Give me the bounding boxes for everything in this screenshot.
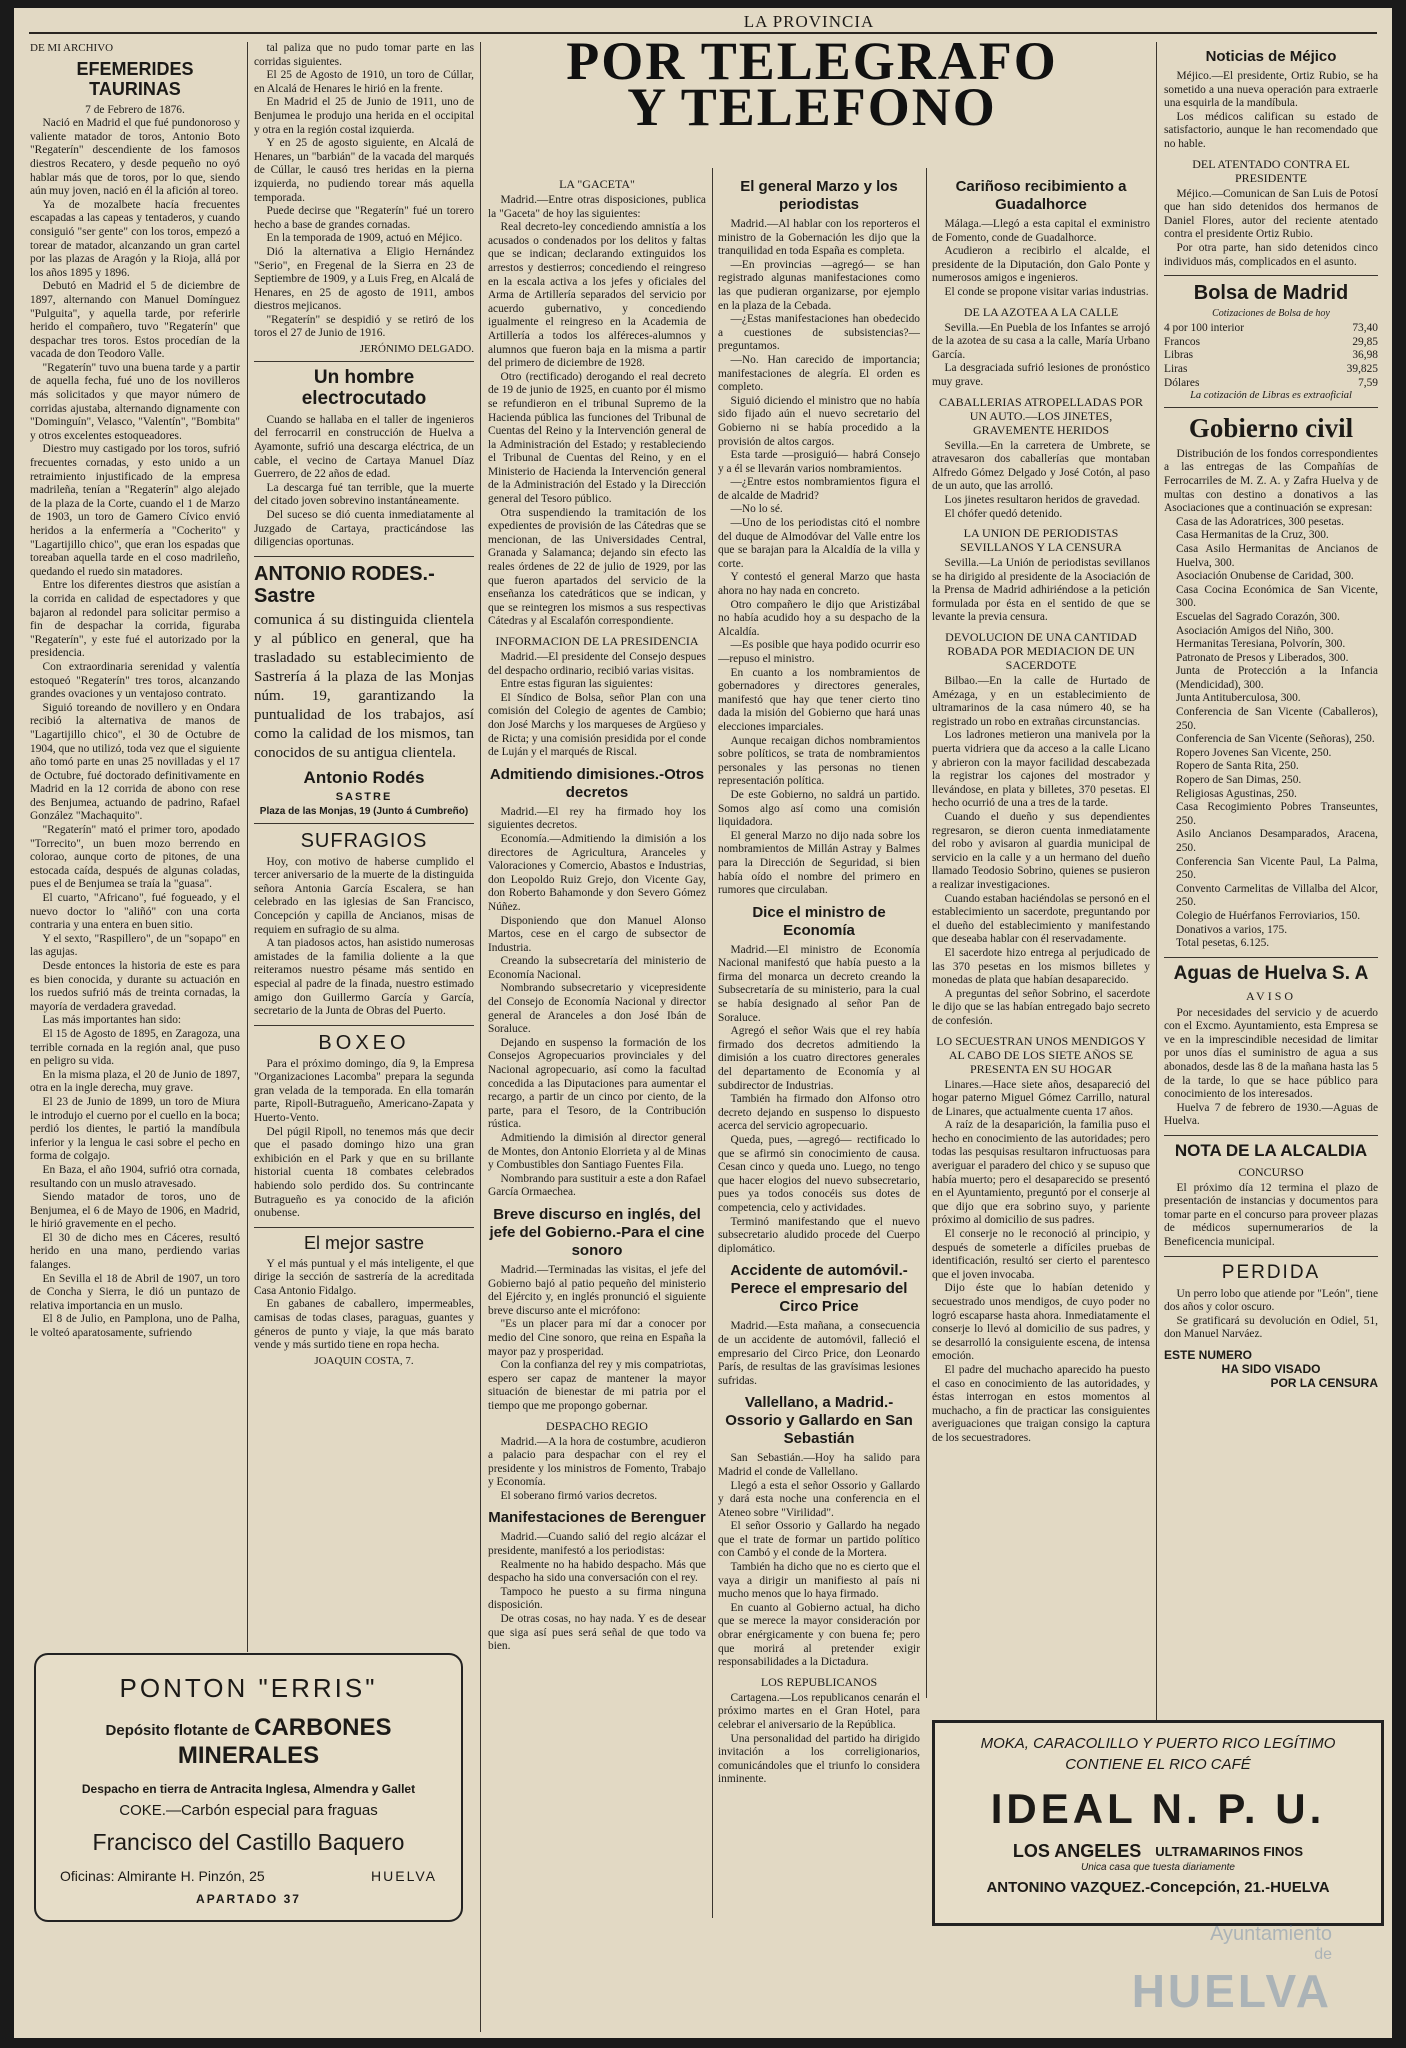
donation-item: Asociación Amigos del Niño, 300. [1176,624,1334,637]
article-paragraph: Madrid.—Entre otras disposiciones, publica la "Gaceta" de hoy las siguientes: [488,194,706,220]
main-headline [482,31,1142,137]
censura-line3: POR LA CENSURA [1270,1375,1378,1390]
article-paragraph: También ha dicho que no es cierto que el vaya a dirigir un manifiesto al país ni mucho menos que lo haya firmado. [718,1561,920,1601]
article-paragraph: —Uno de los periodistas citó el nombre del duque de Almodóvar del Valle entre los que se barajan para la Alcaldía de la villa y corte. [718,517,920,570]
ponton-carbones: CARBONES MINERALES [177,1714,392,1769]
watermark-line3: HUELVA [1131,1965,1332,2017]
donation-item: Casa Hermanitas de la Cruz, 300. [1176,529,1329,542]
article-paragraph: El general Marzo no dijo nada sobre los nombramientos de Millán Astray y Balmes para la Dirección de Seguridad, si bien había oído el nombre del primero en rumores que circulaban. [718,829,920,897]
article-paragraph: Madrid.—El presidente del Consejo despues del despacho ordinario, recibió varias visitas. [488,651,706,677]
main-headline-line2: Y TELEFONO [627,77,997,137]
article-paragraph: El conserje no le reconoció al principio, y después de someterle a difíciles pruebas de identificación, resultó ser cierto el parentesco que el joven invocaba. [932,1228,1150,1281]
info-title: INFORMACION DE LA PRESIDENCIA [495,634,699,648]
article-paragraph: Méjico.—El presidente, Ortiz Rubio, se ha sometido a una nueva operación para extraerle una esquirla de la mandíbula. [1164,70,1378,110]
article-paragraph: Acudieron a recibirlo el alcalde, el presidente de la Diputación, don Galo Ponte y numerosos amigos e ingenieros. [932,245,1150,285]
article-paragraph: El padre del muchacho aparecido ha puesto el caso en conocimiento de las autoridades, y éstas interrogan en estos momentos al muchacho, a fin de practicar las consiguientes averiguaciones que traigan consigo la captura de los secuestradores. [932,1363,1150,1444]
newspaper-page [14,8,1392,2038]
aviso-date: Huelva 7 de febrero de 1930.—Aguas de Huelva. [1164,1101,1378,1128]
article-paragraph: Realmente no ha habido despacho. Más que despacho ha sido una conversación con el rey. [488,1558,706,1585]
article-paragraph: Tampoco he puesto a su firma ninguna disposición. [488,1585,706,1612]
donation-item: Asociación Onubense de Caridad, 300. [1176,570,1354,583]
gobierno-list [1164,516,1378,951]
ponton-title: PONTON "ERRIS" [119,1673,378,1703]
article-paragraph: —No lo sé. [730,503,783,516]
ideal-ultramarinos: ULTRAMARINOS FINOS [1155,1844,1304,1859]
bolsa-subtitle: Cotizaciones de Bolsa de hoy [1212,308,1330,320]
article-paragraph: Agregó el señor Wais que el rey había firmado dos decretos admitiendo la dimisión a los cuatro directores generales del departamento de Economía y al subdirector de Industrias. [718,1025,920,1092]
article-paragraph: De este Gobierno, no saldrá un partido. Somos algo así como una comisión liquidadora. [718,788,920,829]
mejico-title: Noticias de Méjico [1205,48,1337,65]
aguas-title: Aguas de Huelva S. A [1173,962,1369,984]
article-paragraph: Dijo éste que lo habían detenido y secuestrado unos mendigos, de cuyo poder no logró escaparse hasta ahora. Inmediatamente el conserje lo llevó al domicilio de sus padres, y se desarrolló la consiguiente escena, de intensa emoción. [932,1282,1150,1363]
article-paragraph: Dejando en suspenso la formación de los Consejos Agropecuarios provinciales y del Nacional agropecuario, así como la facultad concedida a las Diputaciones para aumentar el recargo, a partir de un cinco por ciento, de la parte, para el Tesoro, de la Contribución rústica. [488,1036,706,1131]
bolsa-label: Liras [1164,362,1188,375]
article-paragraph: Y el sexto, "Raspillero", de un "sopapo" en las agujas. [30,932,240,959]
article-paragraph: Creando la subsecretaría del ministerio de Economía Nacional. [488,955,706,981]
column-rule [712,168,713,1918]
article-paragraph: Nombrando subsecretario y vicepresidente del Consejo de Economía Nacional y director general de Aranceles a don José Ibán de Soraluce. [488,982,706,1036]
article-paragraph: Economía.—Admitiendo la dimisión a los directores de Agricultura, Aranceles y Valoraciones y Comercio, Abastos e Industrias, don Leopoldo Ruiz Grejo, don Vicente Gay, don Roberto Bahamonde y don Severo Gómez Núñez. [488,832,706,913]
watermark-line1: Ayuntamiento [1210,1923,1332,1945]
article-paragraph: Madrid.—Al hablar con los reporteros el ministro de la Gobernación les dijo que la tranquilidad en toda España es completa. [718,218,920,258]
bolsa-row [1164,363,1378,377]
article-paragraph: El 25 de Agosto de 1910, un toro de Cúllar, en Alcalá de Henares le hirió en la frente. [254,69,474,95]
article-paragraph: Con extraordinaria serenidad y valentía estoqueó "Regaterín" tres toros, alcanzando grandes ovaciones y un ventajoso contrato. [30,660,240,701]
article-paragraph: Sevilla.—En Puebla de los Infantes se arrojó de la azotea de su casa a la calle, María Urbano García. [932,321,1150,361]
article-paragraph: Sevilla.—En la carretera de Umbrete, se atravesaron dos caballerías que montaban Alfredo Gómez Delgado y José Cotón, al paso de un auto, que las arrolló. [932,439,1150,493]
article-paragraph: "Regaterín" se despidió y se retiró de los toros el 27 de Junio de 1916. [254,313,474,340]
bolsa-title: Bolsa de Madrid [1193,282,1349,305]
article-paragraph: El 30 de dicho mes en Cáceres, resultó herido en una mano, perdiendo varias falanges. [30,1231,240,1272]
article-paragraph: Madrid.—A la hora de costumbre, acudieron a palacio para despachar con el rey el presidente y los ministros de Fomento, Trabajo y Economía. [488,1435,706,1489]
article-paragraph: Del púgil Ripoll, no tenemos más que decir que el pasado domingo hizo una gran exhibición en el Park y que en su brillante historial cuenta 18 combates celebrados habiendo solo perdido dos. Su contrincante Butragueño es ya conocido de la afición onubense. [254,1125,474,1220]
donation-item: Conferencia de San Vicente (Señoras), 250. [1176,733,1375,746]
gobierno-intro: Distribución de los fondos correspondientes a las entregas de las Compañías de Ferrocarriles de M. Z. A. y Zafra Huelva y de multas con destino a donativos a las Asociaciones que a continuación se expresan: [1164,447,1378,515]
watermark-line2: de [1314,1946,1332,1963]
rodes-title: ANTONIO RODES.-Sastre [254,562,435,607]
article-paragraph: Y contestó el general Marzo que hasta ahora no hay nada en concreto. [718,571,920,598]
azotea-title: DE LA AZOTEA A LA CALLE [963,304,1119,319]
main-headline-line1: POR TELEGRAFO [566,31,1058,91]
article-paragraph: —No. Han carecido de importancia; manifestaciones de alegría. El orden es completo. [718,353,920,394]
bolsa-row [1164,349,1378,363]
donation-item: Casa Cocina Económica de San Vicente, 300. [1176,583,1378,610]
article-paragraph: La descarga fué tan terrible, que la muerte del citado joven sobrevino instantáneamente. [254,481,474,508]
sastre-title: El mejor sastre [303,1232,425,1253]
article-paragraph: En Baza, el año 1904, sufrió otra cornada, resultando con un muslo atravesado. [30,1163,240,1190]
bolsa-label: Dólares [1164,376,1200,389]
article-paragraph: Siendo matador de toros, uno de Benjumea, el 6 de Mayo de 1906, en Madrid, le hirió gravemente en el pecho. [30,1191,240,1231]
bolsa-label: Francos [1164,335,1201,348]
donation-item: Ropero de San Dimas, 250. [1176,774,1302,787]
bolsa-row [1164,322,1378,336]
article-paragraph: Méjico.—Comunican de San Luis de Potosí que han sido detenidos dos hermanos de Daniel Flores, autor del reciente atentado contra el presidente Ortiz Rubio. [1164,187,1378,241]
article-paragraph: Linares.—Hace siete años, desapareció del hogar paterno Miguel Gómez Carrillo, natural de Linares, que actualmente cuenta 17 años. [932,1078,1150,1118]
article-paragraph: Siguió diciendo el ministro que no había sido fijado aún el nuevo secretario del Gobierno ni se había procedido a la provisión de altos cargos. [718,394,920,448]
caballerias-title: CABALLERIAS ATROPELLADAS POR UN AUTO.—LOS JINETES, GRAVEMENTE HERIDOS [938,394,1144,437]
article-paragraph: Nombrando para sustituir a este a don Rafael García Ormaechea. [488,1172,706,1199]
article-paragraph: Madrid.—El ministro de Economía Nacional manifestó que había puesto a la firma del monarca un decreto creando la Subsecretaría de su ministerio, para la cual se había designado al señor Pan de Soraluce. [718,943,920,1024]
article-paragraph: Cuando el dueño y sus dependientes regresaron, se dieron cuenta inmediatamente del robo y avisaron al guardia municipal de servicio en la calle y a un hermano del dueño llamado Teodosio Sobrino, quienes se pusieron a realizar investigaciones. [932,811,1150,891]
article-paragraph: El 8 de Julio, en Pamplona, uno de Palha, le volteó aparatosamente, sufriendo [30,1313,240,1340]
bolsa-row [1164,377,1378,391]
donation-item: Total pesetas, 6.125. [1176,937,1270,950]
article-paragraph: La desgraciada sufrió lesiones de pronóstico muy grave. [932,362,1150,388]
accidente-title: Accidente de automóvil.-Perece el empresario del Circo Price [730,1262,908,1316]
donation-item: Conferencia de San Vicente (Caballeros), 250. [1176,706,1378,732]
secuestran-title: LO SECUESTRAN UNOS MENDIGOS Y AL CABO DE LOS SIETE AÑOS SE PRESENTA EN SU HOGAR [936,1033,1146,1076]
column-mejico-bolsa [1164,42,1378,1702]
article-paragraph: Desde entonces la historia de este es para es bien conocida, y durante su actuación en los ruedos sufrió más de treinta cornadas, la mayoría de verdadera gravedad. [30,960,240,1013]
perdida-text2: Se gratificará su devolución en Odiel, 51, don Manuel Narváez. [1164,1314,1378,1341]
sufragios-title: SUFRAGIOS [300,829,428,852]
sastre-address: JOAQUIN COSTA, 7. [314,1354,414,1367]
donation-item: Escuelas del Sagrado Corazón, 300. [1176,610,1340,623]
article-paragraph: A preguntas del señor Sobrino, el sacerdote le dijo que se las habían entregado bajo secreto de confesión. [932,987,1150,1027]
article-paragraph: Nació en Madrid el que fué pundonoroso y valiente matador de toros, Antonio Boto "Regaterín" descendiente de los famosos diestros Recatero, y desde pequeño no oyó hablar más que de toros, por lo que, siendo aún muy joven, nació en él la afición al toreo. [30,117,240,198]
paper-name: LA PROVINCIA [743,12,875,31]
donation-item: Patronato de Presos y Liberados, 300. [1176,651,1349,664]
donation-item: Asilo Ancianos Desamparados, Aracena, 250. [1176,828,1378,854]
bolsa-label: Libras [1164,349,1194,362]
bolsa-value: 7,59 [1358,376,1378,389]
boxeo-title: BOXEO [318,1031,410,1054]
ponton-apartado: APARTADO 37 [196,1892,301,1906]
alcaldia-title: NOTA DE LA ALCALDIA [1174,1140,1368,1160]
column-rule [1156,42,1157,1722]
article-paragraph: Del suceso se dió cuenta inmediatamente al Juzgado de Cartaya, practicándose las diligencias oportunas. [254,509,474,549]
article-paragraph: Los médicos califican su estado de satisfactorio, aunque le han recomendado que no hable. [1164,110,1378,150]
ideal-line2: CONTIENE EL RICO CAFÉ [1065,1756,1251,1773]
donation-item: Junta de Protección a la Infancia (Mendicidad), 300. [1176,665,1378,691]
article-paragraph: Admitiendo la dimisión al director general de Montes, don Antonio Elorrieta y al de Minas y Combustibles don Santiago Fuentes Fila. [488,1132,706,1172]
article-paragraph: En Sevilla el 18 de Abril de 1907, un toro de Concha y Sierra, le dió un puntazo de relativa importancia en un muslo. [30,1272,240,1312]
column-gaceta [488,172,706,2032]
bolsa-value: 73,40 [1352,322,1378,335]
article-paragraph: San Sebastián.—Hoy ha salido para Madrid el conde de Vallellano. [718,1452,920,1478]
article-paragraph: Entre los diferentes diestros que asistían a la corrida en calidad de espectadores y que bajaron al redondel para solicitar permiso a fin de despachar la corrida, figuraba "Regaterín", y este fué el autorizado por la presidencia. [30,579,240,660]
donation-item: Colegio de Huérfanos Ferroviarios, 150. [1176,909,1361,922]
article-paragraph: Los ladrones metieron una manivela por la puerta vidriera que da acceso a la calle Licano y abrieron con la mayor facilidad descabezada la registrar los cajones del mostrador y llevándose, en plata y billetes, 370 pesetas. El hecho ocurrió de una a tres de la tarde. [932,729,1150,810]
concurso-text: El próximo día 12 termina el plazo de presentación de instancias y documentos para tomar parte en el concurso para proveer plazas de médicos supernumerarios de la Beneficencia municipal. [1164,1181,1378,1249]
article-paragraph: En la temporada de 1909, actuó en Méjico. [266,232,463,245]
perdida-text: Un perro lobo que atiende por "León", tiene dos años y color oscuro. [1164,1287,1378,1314]
article-paragraph: —Es posible que haya podido ocurrir eso —repuso el ministro. [718,639,920,665]
article-paragraph: Madrid.—El rey ha firmado hoy los siguientes decretos. [488,805,706,832]
article-paragraph: —¿Estas manifestaciones han obedecido a cuestiones de subsistencias?—preguntamos. [718,313,920,353]
perdida-title: PERDIDA [1221,1261,1321,1283]
bolsa-label: 4 por 100 interior [1164,322,1245,335]
column-marzo [718,172,920,2032]
ideal-name: IDEAL N. P. U. [990,1785,1326,1832]
ideal-los-angeles: LOS ANGELES [1012,1841,1142,1861]
column-rule [926,168,927,1698]
union-title: LA UNION DE PERIODISTAS SEVILLANOS Y LA CENSURA [959,526,1123,555]
rodes-trade: SASTRE [335,791,393,804]
article-paragraph: Las más importantes han sido: [42,1014,182,1027]
donation-item: Religiosas Agustinas, 250. [1176,787,1297,800]
article-paragraph: Cartagena.—Los republicanos cenarán el próximo martes en el Gran Hotel, para celebrar el aniversario de la República. [718,1691,920,1731]
article-paragraph: Terminó manifestando que el nuevo subsecretario aludido procede del Cuerpo diplomático. [718,1215,920,1255]
donation-item: Ropero de Santa Rita, 250. [1176,760,1299,773]
aviso-text: Por necesidades del servicio y de acuerdo con el Excmo. Ayuntamiento, esta Empresa se ve en la imprescindible necesidad de limitar por unos días el suministro de agua a sus abonados, desde las 8 de la mañana hasta las 5 de la tarde, lo que se hace público para conocimiento de los interesados. [1164,1006,1378,1101]
donation-item: Ropero Jovenes San Vicente, 250. [1176,746,1332,759]
article-paragraph: Los jinetes resultaron heridos de gravedad. [944,493,1141,506]
article-paragraph: Aunque recaigan dichos nombramientos sobre políticos, se trata de nombramientos personales y las personas no tienen representación política. [718,734,920,788]
article-paragraph: —En provincias —agregó— se han registrado algunas manifestaciones como las que pudieran organizarse, por ejemplo en la plaza de la Cebada. [718,258,920,312]
donation-item: Casa de las Adoratrices, 300 pesetas. [1176,515,1344,528]
donation-item: Conferencia San Vicente Paul, La Palma, 250. [1176,855,1378,882]
carinoso-title: Cariñoso recibimiento a Guadalhorce [955,178,1127,213]
article-paragraph: Y en 25 de agosto siguiente, en Alcalá de Henares, un "barbián" de la vacada del marqués de Cúllar, le causó tres heridas en la pierna izquierda, no pudiendo torear más aquella temporada. [254,137,474,204]
bolsa-row [1164,336,1378,350]
article-paragraph: En cuanto a los nombramientos de gobernadores y directores generales, manifestó que hay que tener cierto tino dada la misión del Gobierno que hará unas elecciones imparciales. [718,666,920,733]
article-paragraph: Una personalidad del partido ha dirigido invitación a los correligionarios, comunicándoles que el triunfo lo considera inminente. [718,1732,920,1786]
ideal-line1: MOKA, CARACOLILLO Y PUERTO RICO LEGÍTIMO [980,1735,1336,1752]
electrocutado-title: Un hombre electrocutado [301,367,427,409]
rodes-text: comunica á su distinguida clientela y al público en general, que ha trasladado su establecimiento de Sastrería á la plaza de las Monjas núm. 19, garantizando la puntualidad de los trabajos, así como la calidad de los mismos, tan conocidos de su antigua clientela. [254,611,474,761]
article-paragraph: Real decreto-ley concediendo amnistía a los acusados o condenados por los delitos y faltas que se indican; declarando extinguidos los arrestos y destierros; concediendo el reingreso en la escala activa a los jefes y oficiales del Arma de Artillería separados del servicio por acuerdo gubernativo, y concediendo igualmente el reingreso en la Academia de Artillería a todos los alféreces-alumnos y alumnos que fueron baja en la misma a partir del primero de diciembre de 1928. [488,221,706,370]
marzo-title: El general Marzo y los periodistas [740,178,898,213]
column-guadalhorce [932,172,1150,1692]
article-paragraph: "Es un placer para mí dar a conocer por medio del Cine sonoro, que reina en España la mayor paz y prosperidad. [488,1318,706,1358]
ideal-npu-ad [932,1720,1384,1926]
article-paragraph: tal paliza que no pudo tomar parte en las corridas siguientes. [254,42,474,68]
rodes-name: Antonio Rodés [303,767,425,787]
donation-item: Convento Carmelitas de Villalba del Alcor, 250. [1176,882,1378,909]
ponton-deposito: Depósito flotante de [105,1722,250,1739]
article-paragraph: El 15 de Agosto de 1895, en Zaragoza, una terrible cornada en la región anal, que puso en peligro su vida. [30,1027,240,1068]
article-paragraph: Queda, pues, —agregó— rectificado lo que se afirmó sin conocimiento de causa. Cesan cinco y queda uno. Luego, no tengo que hacer elogios del nuevo subsecretario, pues ya todos conocéis sus dotes de competencia, celo y actividades. [718,1134,920,1214]
devolucion-title: DEVOLUCION DE UNA CANTIDAD ROBADA POR MEDIACION DE UN SACERDOTE [945,630,1137,673]
republicanos-title: LOS REPUBLICANOS [760,1674,878,1689]
article-paragraph: Diestro muy castigado por los toros, sufrió frecuentes cornadas, y esto unido a un retraimiento injustificado de la empresa madrileña, tenían a "Regaterín" algo alejado de la plaza de la Corte, cuando el 1 de Marzo de 1903, un toro de Gamero Cívico envió heridos a la enfermería a "Cocherito" y "Lagartijillo chico", que eran los espadas que toreaban aquella tarde en el coso madrileño, quedando el ruedo sin matadores. [30,443,240,578]
article-paragraph: Entre estas figuran las siguientes: [500,678,653,691]
article-paragraph: Hoy, con motivo de haberse cumplido el tercer aniversario de la muerte de la distinguida señora Antonia García Escalera, se han celebrado en las iglesias de San Francisco, Concepción y capilla de Ancianos, misas de requiem en sufragio de su alma. [254,855,474,936]
article-paragraph: El Síndico de Bolsa, señor Plan con una comisión del Colegio de agentes de Cambio; don José Marchs y los marqueses de Argüeso y de Ricta; y una comisión presidida por el conde de Luján y el marqués de Riscal. [488,691,706,759]
article-paragraph: Llegó a esta el señor Ossorio y Gallardo y dará esta noche una conferencia en el Ateneo sobre "Virilidad". [718,1479,920,1519]
article-paragraph: Disponiendo que don Manuel Alonso Martos, cese en el cargo de subsector de Industria. [488,914,706,954]
article-paragraph: El 23 de Junio de 1899, un toro de Miura le introdujo el cuerno por el cuello en la boca; perdió los dientes, le partió la mandíbula inferior y la lengua le casi sobre el pecho en forma de colgajo. [30,1095,240,1163]
article-paragraph: Con la confianza del rey y mis compatriotas, espero ser capaz de mantener la mayor situación de bienestar de mi patria por el tiempo que me propongo gobernar. [488,1359,706,1412]
article-paragraph: El sacerdote hizo entrega al perjudicado de las 370 pesetas en los mismos billetes y monedas de plata que habían desaparecido. [932,946,1150,987]
berenguer-title: Manifestaciones de Berenguer [488,1509,706,1527]
article-paragraph: También ha firmado don Alfonso otro decreto dejando en suspenso lo dispuesto acerca del servicio agropecuario. [718,1093,920,1133]
article-paragraph: A tan piadosos actos, han asistido numerosas amistades de la familia doliente a la que reiteramos nuestro pésame más sentido en especial al padre de la finada, nuestro estimado amigo don Guillermo García y García, secretario de la Junta de Obras del Puerto. [254,937,474,1018]
gaceta-title: LA "GACETA" [559,177,635,191]
article-paragraph: Otro (rectificado) derogando el real decreto de 19 de junio de 1925, en cuanto por él mismo se refundieron en el tribunal Supremo de la Hacienda pública las funciones del Tribunal de Cuentas del Reino y la Intervención general de la Administración del Estado; y restableciendo el Tribunal de Cuentas del Reino, y en el Ministerio de Hacienda la Intervención general de la Administración del Estado y la Dirección general del Tesoro público. [488,370,706,506]
article-paragraph: Málaga.—Llegó a esta capital el exministro de Fomento, conde de Guadalhorce. [932,218,1150,244]
column-news-ads [254,42,474,1642]
efemerides-signature: JERÓNIMO DELGADO. [359,343,474,356]
article-paragraph: Otro compañero le dijo que Aristizábal no había acudido hoy a su despacho de la Alcaldía. [718,598,920,638]
article-paragraph: El conde se propone visitar varias industrias. [944,285,1149,298]
bolsa-note: La cotización de Libras es extraoficial [1190,390,1352,402]
article-paragraph: En gabanes de caballero, impermeables, camisas de todas clases, paraguas, guantes y géneros de punto y viaje, la que más barato vende y más surtido tiene en ropa hecha. [254,1298,474,1352]
article-paragraph: Para el próximo domingo, día 9, la Empresa "Organizaciones Lacomba" prepara la segunda gran velada de la temporada. En ella tomarán parte, Ripoll-Butragueño, Americano-Zapata y Huerto-Vento. [254,1057,474,1125]
column-efemerides [30,42,240,1642]
censura-line2: HA SIDO VISADO [1221,1361,1321,1376]
atentado-title: DEL ATENTADO CONTRA EL PRESIDENTE [1192,156,1350,185]
ponton-coke: COKE.—Carbón especial para fraguas [119,1802,378,1819]
economia-title: Dice el ministro de Economía [752,903,886,939]
ponton-owner: Francisco del Castillo Baquero [92,1829,405,1855]
article-paragraph: "Regaterín" tuvo una buena tarde y a partir de aquella fecha, fué uno de los novilleros más solicitados y que mayor número de corridas ajustaba, alternando dignamente con "Dominguín", Velasco, "Valentín", "Bombita" y otros excelentes estoqueadores. [30,361,240,442]
article-paragraph: En la misma plaza, el 20 de Junio de 1897, otra en la ingle derecha, muy grave. [30,1068,240,1095]
donation-item: Junta Antituberculosa, 300. [1176,692,1301,705]
ideal-owner: ANTONINO VAZQUEZ.-Concepción, 21.-HUELVA [986,1879,1330,1896]
article-paragraph: Siguió toreando de novillero y en Ondara recibió la alternativa de manos de "Lagartijillo chico", el 30 de Octubre de 1904, que no utilizó, toda vez que el siguiente año tomó parte en unas 25 novilladas y el 17 de Octubre, fué doctorado definitivamente en Madrid en la 12 corrida de abono con rese des Benjumea, actuando de padrino, Rafael González "Machaquito". [30,701,240,823]
article-paragraph: Madrid.—Esta mañana, a consecuencia de un accidente de automóvil, falleció el empresario del Circo Price, don Leonardo París, de resultas de las gravísimas lesiones sufridas. [718,1320,920,1387]
efemerides-date: 7 de Febrero de 1876. [85,103,185,116]
article-paragraph: El cuarto, "Africano", fué fogueado, y el nuevo doctor lo "aliñó" con una corta contraria y una entera en buen sitio. [30,892,240,932]
regio-title: DESPACHO REGIO [546,1418,648,1433]
article-paragraph: Debutó en Madrid el 5 de diciembre de 1897, alternando con Manuel Domínguez "Pulguita", y aquella tarde, por referirle herido el compañero, tuvo "Regaterín" que despachar tres toros. Estos procedían de la vacada de don Teodoro Valle. [30,280,240,361]
donation-item: Casa Recogimiento Pobres Transeuntes, 250. [1176,801,1378,827]
article-paragraph: Puede decirse que "Regaterín" fué un torero hecho a base de grandes cornadas. [254,205,474,231]
article-paragraph: "Regaterín" mató el primer toro, apodado "Torrecito", un buen mozo berrendo en colorao, aunque corto de pitones, de una estocada caída, después de algunas coladas, pues el de Benjumea se traía la "guasa". [30,824,240,891]
ponton-despacho: Despacho en tierra de Antracita Inglesa, Almendra y Gallet [81,1782,416,1796]
ingles-title: Breve discurso en inglés, del jefe del Gobierno.-Para el cine sonoro [489,1205,705,1259]
column-rule [480,42,481,2032]
article-paragraph: Dió la alternativa a Eligio Hernández "Serio", en Fregenal de la Sierra en 23 de Septiembre de 1909, y a Luis Freg, en Alcalá de Henares, en 25 de agosto de 1911, ambos diestros mejicanos. [254,245,474,313]
article-paragraph: De otras cosas, no hay nada. Y es de desear que siga así pues será señal de que todo va bien. [488,1613,706,1653]
ponton-erris-ad [34,1653,463,1922]
article-paragraph: Cuando estaban haciéndolas se personó en el establecimiento un sacerdote, preguntando por el dueño del establecimiento y manifestando que deseaba hablar con él reservadamente. [932,892,1150,946]
censura-line1: ESTE NUMERO [1164,1347,1253,1362]
article-paragraph: Cuando se hallaba en el taller de ingenieros del ferrocarril en construcción de Huelva a Ayamonte, sufrió una descarga eléctrica, de un cable, el vecino de Cartaya Manuel Díaz Guerrero, de 22 años de edad. [254,413,474,481]
gobierno-title: Gobierno civil [1188,413,1354,444]
ideal-unica: Unica casa que tuesta diariamente [1081,1862,1235,1873]
dimisiones-title: Admitiendo dimisiones.-Otros decretos [489,765,705,801]
article-paragraph: En cuanto al Gobierno actual, ha dicho que se merece la mayor consideración por obrar enérgicamente y con buena fe; pero que morirá al pretender exigir responsabilidades a la Dictadura. [718,1601,920,1669]
article-paragraph: El chófer quedó detenido. [944,507,1063,520]
donation-item: Casa Asilo Hermanitas de Ancianos de Huelva, 300. [1176,542,1378,569]
article-paragraph: El señor Ossorio y Gallardo ha negado que el trate de formar un partido político con Cambó y el conde de la Mortera. [718,1520,920,1560]
article-paragraph: Y el más puntual y el más inteligente, el que dirige la sección de sastrería de la acreditada Casa Antonio Fidalgo. [254,1257,474,1297]
bolsa-value: 39,825 [1346,362,1378,375]
article-paragraph: Sevilla.—La Unión de periodistas sevillanos se ha dirigido al presidente de la Asociación de la Prensa de Madrid adhiriéndose a la petición formulada por ésta en el sentido de que se levante la previa censura. [932,557,1150,624]
article-paragraph: Ya de mozalbete hacía frecuentes escapadas a las capeas y tentaderos, y cuando consiguió "ser gente" con los toros, empezó a torear de matador, alcanzando un gran cartel por las plazas de Aragón y la Rioja, allá por los años 1895 y 1896. [30,198,240,279]
bolsa-table [1164,322,1378,390]
efemerides-title: EFEMERIDES TAURINAS [76,59,194,99]
bolsa-value: 29,85 [1352,335,1378,348]
section-label: DE MI ARCHIVO [30,42,114,54]
article-paragraph: Esta tarde —prosiguió— habrá Consejo y a él se llevarán varios nombramientos. [718,449,920,475]
vallellano-title: Vallellano, a Madrid.-Ossorio y Gallardo en San Sebastián [725,1394,913,1448]
article-paragraph: El soberano firmó varios decretos. [500,1489,658,1502]
concurso-title: CONCURSO [1238,1164,1304,1179]
bolsa-value: 36,98 [1352,349,1378,362]
ponton-city: HUELVA [371,1868,437,1884]
donation-item: Donativos a varios, 175. [1176,923,1288,936]
ayuntamiento-watermark [1112,1923,1332,2018]
article-paragraph: Madrid.—Terminadas las visitas, el jefe del Gobierno bajó al patio pequeño del ministerio del Ejército y, en inglés pronunció el siguiente breve discurso ante el micrófono: [488,1263,706,1317]
aviso-title: AVISO [1245,988,1297,1003]
rodes-address: Plaza de las Monjas, 19 (Junto á Cumbreño) [259,805,469,817]
ponton-address: Oficinas: Almirante H. Pinzón, 25 [60,1868,265,1884]
article-paragraph: En Madrid el 25 de Junio de 1911, uno de Benjumea le produjo una herida en el occipital y otra en la región costal izquierda. [254,96,474,136]
donation-item: Hermanitas Teresiana, Polvorín, 300. [1176,638,1346,651]
article-paragraph: Madrid.—Cuando salió del regio alcázar el presidente, manifestó a los periodistas: [488,1531,706,1558]
article-paragraph: Bilbao.—En la calle de Hurtado de Amézaga, y en un establecimiento de ultramarinos de la casa número 40, se ha registrado un robo en extrañas circunstancias. [932,675,1150,728]
column-rule [247,42,248,1652]
article-paragraph: A raíz de la desaparición, la familia puso el hecho en conocimiento de las autoridades; pero todas las pesquisas resultaron infructuosas para averiguar el paradero del chico y se supuso que había muerto; pero el desaparecido se presentó en el Ayuntamiento, preguntó por el conserje al que dijo que era sobrino suyo, y pariente próximo al domicilio de sus padres. [932,1119,1150,1227]
article-paragraph: Otra suspendiendo la tramitación de los expedientes de provisión de las Cátedras que se mencionan, de las Universidades Central, Granada y Salamanca; dejando sin efecto las reales órdenes de 22 de julio de 1929, por las que fueron apartados del servicio de la enseñanza los catedráticos que se indican, y que se reintegren los mismos a sus respectivas Cátedras y al Escalafón correspondiente. [488,506,706,628]
article-paragraph: Por otra parte, han sido detenidos cinco individuos más, complicados en el asunto. [1164,241,1378,268]
article-paragraph: —¿Entre estos nombramientos figura el de alcalde de Madrid? [718,476,920,502]
